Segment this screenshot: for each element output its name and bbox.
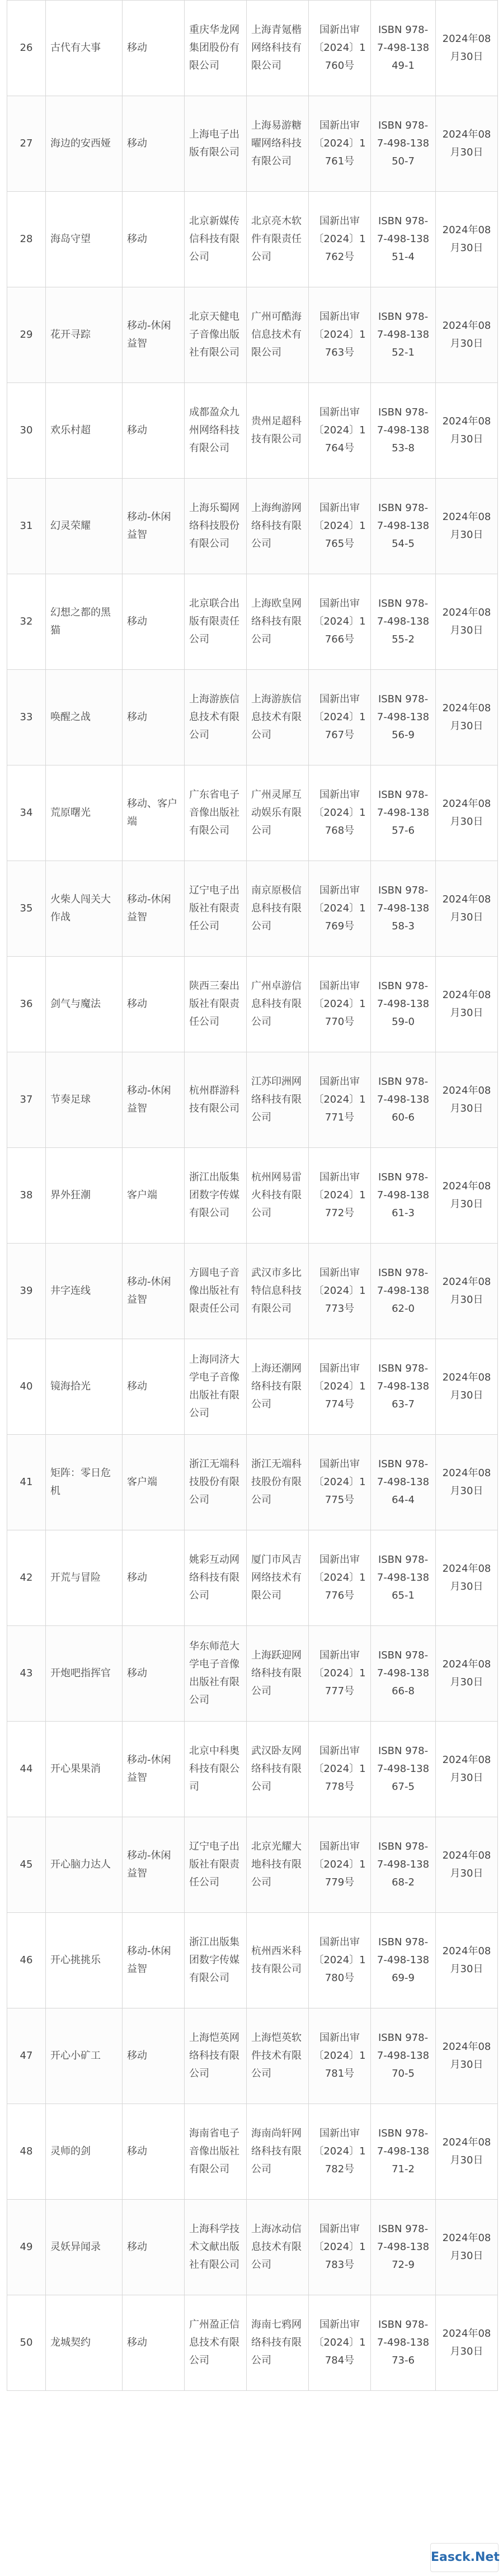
isbn-number: ISBN 978-7-498-13863-7 [371,1339,436,1435]
isbn-number: ISBN 978-7-498-13871-2 [371,2104,436,2200]
game-type: 移动-休闲益智 [123,1913,185,2008]
table-row [7,861,498,957]
site-watermark: Easck.Net [430,2543,499,2572]
approval-number: 国新出审〔2024〕1770号 [309,957,371,1052]
operator-unit: 上海绚游网络科技有限公司 [247,479,309,574]
table-row [7,1148,498,1244]
isbn-number: ISBN 978-7-498-13864-4 [371,1435,436,1530]
approval-number: 国新出审〔2024〕1774号 [309,1339,371,1435]
publisher-unit: 上海恺英网络科技有限公司 [185,2008,247,2104]
game-name: 开荒与冒险 [46,1530,123,1626]
publisher-unit: 杭州群游科技有限公司 [185,1052,247,1148]
publisher-unit: 广东省电子音像出版社有限公司 [185,765,247,861]
game-name: 荒原曙光 [46,765,123,861]
approval-date: 2024年08月30日 [436,2295,498,2391]
table-row [7,957,498,1052]
row-number: 26 [7,1,46,96]
operator-unit: 南京原极信息科技有限公司 [247,861,309,957]
game-name: 唤醒之战 [46,670,123,765]
isbn-number: ISBN 978-7-498-13858-3 [371,861,436,957]
game-name: 矩阵：零日危机 [46,1435,123,1530]
approval-number: 国新出审〔2024〕1779号 [309,1817,371,1913]
table-row [7,1052,498,1148]
approval-date: 2024年08月30日 [436,2104,498,2200]
isbn-number: ISBN 978-7-498-13852-1 [371,287,436,383]
table-row [7,574,498,670]
publisher-unit: 方圆电子音像出版社有限责任公司 [185,1244,247,1339]
table-row [7,1913,498,2008]
approval-date: 2024年08月30日 [436,2200,498,2295]
row-number: 28 [7,192,46,287]
row-number: 30 [7,383,46,479]
table-row [7,192,498,287]
approval-number: 国新出审〔2024〕1760号 [309,1,371,96]
table-body [7,1,498,2391]
isbn-number: ISBN 978-7-498-13853-8 [371,383,436,479]
operator-unit: 上海还潮网络科技有限公司 [247,1339,309,1435]
publisher-unit: 华东师范大学电子音像出版社有限公司 [185,1626,247,1722]
row-number: 38 [7,1148,46,1244]
approval-number: 国新出审〔2024〕1778号 [309,1722,371,1817]
operator-unit: 杭州西米科技有限公司 [247,1913,309,2008]
game-name: 海岛守望 [46,192,123,287]
approval-number: 国新出审〔2024〕1764号 [309,383,371,479]
isbn-number: ISBN 978-7-498-13873-6 [371,2295,436,2391]
approval-date: 2024年08月30日 [436,861,498,957]
game-approval-table [7,0,498,2391]
table-row [7,1722,498,1817]
operator-unit: 杭州网易雷火科技有限公司 [247,1148,309,1244]
game-name: 灵师的剑 [46,2104,123,2200]
row-number: 39 [7,1244,46,1339]
row-number: 32 [7,574,46,670]
game-type: 移动 [123,574,185,670]
isbn-number: ISBN 978-7-498-13861-3 [371,1148,436,1244]
approval-number: 国新出审〔2024〕1775号 [309,1435,371,1530]
table-row [7,96,498,192]
approval-date: 2024年08月30日 [436,1052,498,1148]
table-row [7,1435,498,1530]
publisher-unit: 北京新媒传信科技有限公司 [185,192,247,287]
publisher-unit: 浙江无端科技股份有限公司 [185,1435,247,1530]
game-name: 花开寻踪 [46,287,123,383]
approval-number: 国新出审〔2024〕1773号 [309,1244,371,1339]
isbn-number: ISBN 978-7-498-13865-1 [371,1530,436,1626]
publisher-unit: 重庆华龙网集团股份有限公司 [185,1,247,96]
row-number: 44 [7,1722,46,1817]
game-type: 移动 [123,2104,185,2200]
approval-date: 2024年08月30日 [436,1339,498,1435]
table-row [7,2008,498,2104]
row-number: 42 [7,1530,46,1626]
operator-unit: 厦门市风吉网络技术有限公司 [247,1530,309,1626]
approval-number: 国新出审〔2024〕1777号 [309,1626,371,1722]
game-type: 客户端 [123,1148,185,1244]
operator-unit: 海南七鸦网络科技有限公司 [247,2295,309,2391]
game-type: 移动-休闲益智 [123,1722,185,1817]
publisher-unit: 成都盈众九州网络科技有限公司 [185,383,247,479]
table-row [7,1,498,96]
game-name: 开心果果消 [46,1722,123,1817]
operator-unit: 武汉市多比特信息科技有限公司 [247,1244,309,1339]
approval-number: 国新出审〔2024〕1767号 [309,670,371,765]
game-name: 海边的安西娅 [46,96,123,192]
operator-unit: 北京光耀大地科技有限公司 [247,1817,309,1913]
game-type: 移动-休闲益智 [123,1244,185,1339]
game-type: 移动 [123,1,185,96]
table-row [7,1530,498,1626]
game-name: 开心小矿工 [46,2008,123,2104]
row-number: 35 [7,861,46,957]
game-name: 欢乐村超 [46,383,123,479]
table-row [7,2200,498,2295]
approval-date: 2024年08月30日 [436,574,498,670]
row-number: 49 [7,2200,46,2295]
game-name: 幻灵荣耀 [46,479,123,574]
approval-date: 2024年08月30日 [436,1148,498,1244]
game-name: 节奏足球 [46,1052,123,1148]
isbn-number: ISBN 978-7-498-13870-5 [371,2008,436,2104]
game-type: 移动-休闲益智 [123,479,185,574]
row-number: 45 [7,1817,46,1913]
row-number: 48 [7,2104,46,2200]
game-name: 古代有大事 [46,1,123,96]
publisher-unit: 北京中科奥科技有限公司 [185,1722,247,1817]
publisher-unit: 辽宁电子出版社有限责任公司 [185,861,247,957]
row-number: 41 [7,1435,46,1530]
game-type: 移动 [123,957,185,1052]
game-type: 移动 [123,2295,185,2391]
publisher-unit: 广州盈正信息技术有限公司 [185,2295,247,2391]
operator-unit: 北京亮木软件有限责任公司 [247,192,309,287]
approval-date: 2024年08月30日 [436,765,498,861]
operator-unit: 广州可酷海信息技术有限公司 [247,287,309,383]
approval-date: 2024年08月30日 [436,287,498,383]
table-row [7,1244,498,1339]
game-name: 开心脑力达人 [46,1817,123,1913]
row-number: 33 [7,670,46,765]
operator-unit: 上海欧皇网络科技有限公司 [247,574,309,670]
isbn-number: ISBN 978-7-498-13855-2 [371,574,436,670]
approval-date: 2024年08月30日 [436,479,498,574]
approval-number: 国新出审〔2024〕1761号 [309,96,371,192]
approval-date: 2024年08月30日 [436,1435,498,1530]
isbn-number: ISBN 978-7-498-13859-0 [371,957,436,1052]
row-number: 43 [7,1626,46,1722]
approval-number: 国新出审〔2024〕1772号 [309,1148,371,1244]
operator-unit: 上海游族信息技术有限公司 [247,670,309,765]
operator-unit: 上海易游糖曜网络科技有限公司 [247,96,309,192]
game-type: 移动 [123,96,185,192]
game-name: 灵妖异闻录 [46,2200,123,2295]
game-name: 剑气与魔法 [46,957,123,1052]
approval-date: 2024年08月30日 [436,1244,498,1339]
isbn-number: ISBN 978-7-498-13867-5 [371,1722,436,1817]
table-row [7,1339,498,1435]
game-name: 火柴人闯关大作战 [46,861,123,957]
row-number: 31 [7,479,46,574]
publisher-unit: 上海电子出版有限公司 [185,96,247,192]
approval-date: 2024年08月30日 [436,96,498,192]
approval-number: 国新出审〔2024〕1776号 [309,1530,371,1626]
game-type: 移动 [123,383,185,479]
operator-unit: 武汉卧友网络科技有限公司 [247,1722,309,1817]
game-name: 镜海拾光 [46,1339,123,1435]
table-row [7,2295,498,2391]
approval-date: 2024年08月30日 [436,1722,498,1817]
row-number: 27 [7,96,46,192]
game-type: 移动 [123,192,185,287]
isbn-number: ISBN 978-7-498-13856-9 [371,670,436,765]
approval-date: 2024年08月30日 [436,1,498,96]
publisher-unit: 浙江出版集团数字传媒有限公司 [185,1148,247,1244]
isbn-number: ISBN 978-7-498-13849-1 [371,1,436,96]
approval-date: 2024年08月30日 [436,1530,498,1626]
approval-date: 2024年08月30日 [436,1626,498,1722]
approval-number: 国新出审〔2024〕1762号 [309,192,371,287]
approval-number: 国新出审〔2024〕1783号 [309,2200,371,2295]
operator-unit: 上海青氪楷网络科技有限公司 [247,1,309,96]
operator-unit: 贵州足超科技有限公司 [247,383,309,479]
approval-number: 国新出审〔2024〕1784号 [309,2295,371,2391]
publisher-unit: 陕西三秦出版社有限责任公司 [185,957,247,1052]
publisher-unit: 姚彩互动网络科技有限公司 [185,1530,247,1626]
game-type: 移动-休闲益智 [123,1817,185,1913]
game-name: 幻想之都的黑猫 [46,574,123,670]
approval-date: 2024年08月30日 [436,192,498,287]
game-type: 移动 [123,1339,185,1435]
game-name: 开炮吧指挥官 [46,1626,123,1722]
approval-number: 国新出审〔2024〕1765号 [309,479,371,574]
game-type: 移动 [123,2200,185,2295]
publisher-unit: 上海科学技术文献出版社有限公司 [185,2200,247,2295]
operator-unit: 上海冰动信息技术有限公司 [247,2200,309,2295]
publisher-unit: 北京天健电子音像出版社有限公司 [185,287,247,383]
game-type: 移动-休闲益智 [123,1052,185,1148]
isbn-number: ISBN 978-7-498-13868-2 [371,1817,436,1913]
row-number: 40 [7,1339,46,1435]
isbn-number: ISBN 978-7-498-13860-6 [371,1052,436,1148]
operator-unit: 海南尚轩网络科技有限公司 [247,2104,309,2200]
game-type: 移动 [123,2008,185,2104]
table-row [7,287,498,383]
game-type: 移动 [123,1626,185,1722]
table-row [7,1817,498,1913]
publisher-unit: 上海同济大学电子音像出版社有限公司 [185,1339,247,1435]
approval-number: 国新出审〔2024〕1771号 [309,1052,371,1148]
game-type: 移动-休闲益智 [123,287,185,383]
isbn-number: ISBN 978-7-498-13862-0 [371,1244,436,1339]
publisher-unit: 北京联合出版有限责任公司 [185,574,247,670]
isbn-number: ISBN 978-7-498-13850-7 [371,96,436,192]
row-number: 46 [7,1913,46,2008]
isbn-number: ISBN 978-7-498-13857-6 [371,765,436,861]
isbn-number: ISBN 978-7-498-13854-5 [371,479,436,574]
table-row [7,765,498,861]
publisher-unit: 浙江出版集团数字传媒有限公司 [185,1913,247,2008]
approval-date: 2024年08月30日 [436,957,498,1052]
operator-unit: 上海恺英软件技术有限公司 [247,2008,309,2104]
approval-date: 2024年08月30日 [436,2008,498,2104]
row-number: 34 [7,765,46,861]
approval-number: 国新出审〔2024〕1769号 [309,861,371,957]
approval-date: 2024年08月30日 [436,670,498,765]
approval-number: 国新出审〔2024〕1780号 [309,1913,371,2008]
table-row [7,479,498,574]
table-row [7,383,498,479]
game-name: 界外狂潮 [46,1148,123,1244]
table-row [7,670,498,765]
row-number: 50 [7,2295,46,2391]
game-type: 移动、客户端 [123,765,185,861]
isbn-number: ISBN 978-7-498-13851-4 [371,192,436,287]
approval-number: 国新出审〔2024〕1781号 [309,2008,371,2104]
approval-number: 国新出审〔2024〕1766号 [309,574,371,670]
approval-date: 2024年08月30日 [436,1817,498,1913]
isbn-number: ISBN 978-7-498-13869-9 [371,1913,436,2008]
approval-number: 国新出审〔2024〕1763号 [309,287,371,383]
game-type: 移动 [123,670,185,765]
operator-unit: 浙江无端科技股份有限公司 [247,1435,309,1530]
game-name: 龙城契约 [46,2295,123,2391]
approval-date: 2024年08月30日 [436,1913,498,2008]
operator-unit: 上海跃迎网络科技有限公司 [247,1626,309,1722]
approval-number: 国新出审〔2024〕1782号 [309,2104,371,2200]
operator-unit: 江苏印洲网络科技有限公司 [247,1052,309,1148]
approval-date: 2024年08月30日 [436,383,498,479]
publisher-unit: 海南省电子音像出版社有限公司 [185,2104,247,2200]
publisher-unit: 上海游族信息技术有限公司 [185,670,247,765]
game-type: 移动-休闲益智 [123,861,185,957]
game-type: 移动 [123,1530,185,1626]
game-type: 客户端 [123,1435,185,1530]
table-row [7,1626,498,1722]
isbn-number: ISBN 978-7-498-13872-9 [371,2200,436,2295]
publisher-unit: 辽宁电子出版社有限责任公司 [185,1817,247,1913]
operator-unit: 广州灵犀互动娱乐有限公司 [247,765,309,861]
row-number: 36 [7,957,46,1052]
publisher-unit: 上海乐蜀网络科技股份有限公司 [185,479,247,574]
row-number: 47 [7,2008,46,2104]
game-name: 井字连线 [46,1244,123,1339]
isbn-number: ISBN 978-7-498-13866-8 [371,1626,436,1722]
game-name: 开心挑挑乐 [46,1913,123,2008]
approval-number: 国新出审〔2024〕1768号 [309,765,371,861]
table-row [7,2104,498,2200]
row-number: 37 [7,1052,46,1148]
row-number: 29 [7,287,46,383]
operator-unit: 广州卓游信息科技有限公司 [247,957,309,1052]
